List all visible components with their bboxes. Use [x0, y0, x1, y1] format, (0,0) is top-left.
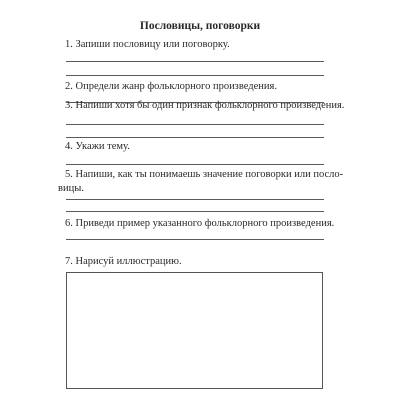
answer-line[interactable]: [66, 199, 324, 200]
task-5-text: 5. Напиши, как ты понимаешь значение поговорки или посло-: [65, 169, 344, 180]
task-6-text: 6. Приведи пример указанного фольклорного произведения.: [65, 218, 335, 229]
task-1-text: 1. Запиши пословицу или поговорку.: [65, 39, 230, 50]
answer-line[interactable]: [66, 124, 324, 125]
answer-line[interactable]: [66, 239, 324, 240]
task-3-text: 3. Напиши хотя бы один признак фольклорного произведения.: [65, 100, 345, 111]
illustration-box[interactable]: [66, 272, 323, 389]
task-4-text: 4. Укажи тему.: [65, 141, 130, 152]
task-5-text-continued: вицы.: [58, 183, 84, 194]
answer-line[interactable]: [66, 75, 324, 76]
answer-line[interactable]: [66, 164, 324, 165]
answer-line[interactable]: [66, 211, 324, 212]
task-7-text: 7. Нарисуй иллюстрацию.: [65, 256, 182, 267]
answer-line[interactable]: [66, 137, 324, 138]
task-2-text: 2. Определи жанр фольклорного произведения.: [65, 81, 277, 92]
answer-line[interactable]: [66, 61, 324, 62]
worksheet-title: Пословицы, поговорки: [139, 20, 261, 32]
